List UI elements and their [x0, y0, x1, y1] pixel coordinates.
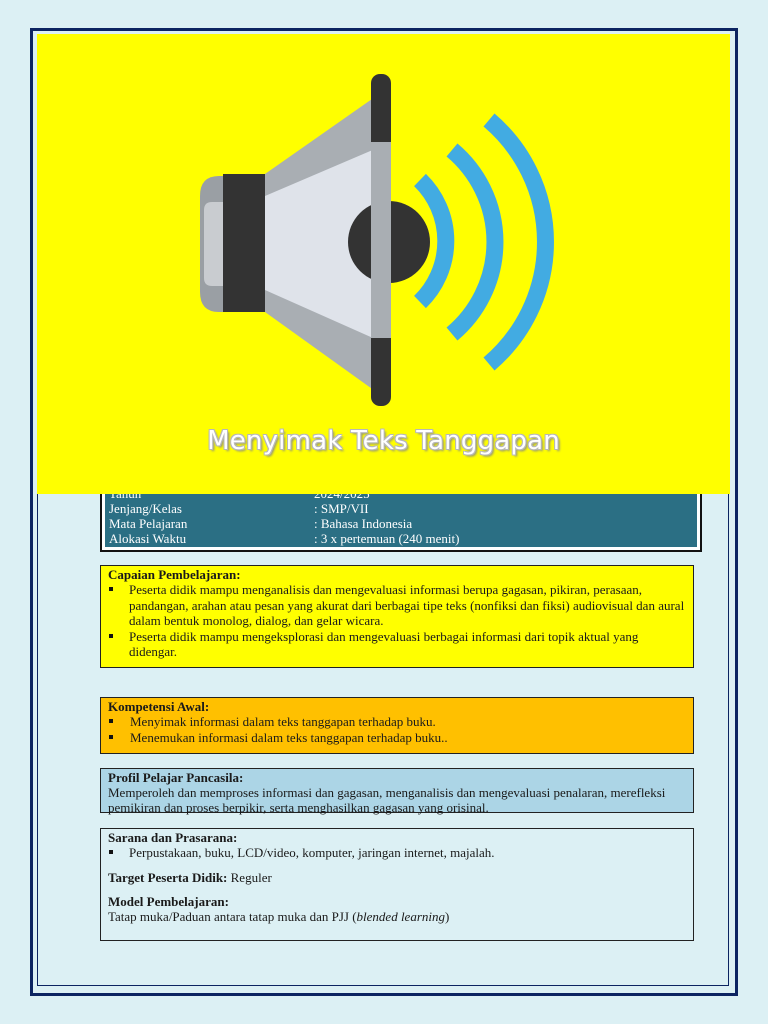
capaian-pembelajaran-box: [100, 565, 694, 668]
kompetensi-awal-box: [100, 697, 694, 754]
sarana-heading: Sarana dan Prasarana:: [108, 830, 238, 845]
identity-key: Mata Pelajaran: [109, 516, 188, 531]
capaian-heading: Capaian Pembelajaran:: [108, 567, 241, 582]
list-item: Menyimak informasi dalam teks tanggapan terhadap buku.: [108, 714, 686, 730]
list-item: Menemukan informasi dalam teks tanggapan terhadap buku..: [108, 730, 686, 746]
cover-title: Menyimak Teks Tanggapan: [207, 426, 560, 456]
sarana-box: [100, 828, 694, 941]
sarana-list: [108, 845, 686, 861]
list-item: Peserta didik mampu menganalisis dan mengevaluasi informasi berupa gagasan, pikiran, perasaan, pandangan, arahan atau pesan yang akurat dari berbagai tipe teks (nonfiksi dan fiksi) audiovisual dan aural dalam bentuk monolog, dialog, dan gelar wicara.: [108, 582, 686, 629]
target-line: [108, 870, 686, 885]
identity-value: : Bahasa Indonesia: [314, 516, 413, 531]
list-item: Peserta didik mampu mengeksplorasi dan mengevaluasi berbagai informasi dari topik aktual yang didengar.: [108, 629, 686, 660]
capaian-list: [108, 582, 686, 660]
speaker-volume-icon: [37, 34, 730, 494]
model-text-prefix: Tatap muka/Paduan antara tatap muka dan PJJ (: [108, 908, 357, 924]
profil-pelajar-box: [100, 768, 694, 813]
model-text-italic: blended learning: [356, 908, 446, 924]
target-value: Reguler: [227, 869, 272, 885]
model-text-suffix: ): [445, 908, 450, 924]
identity-value: : SMP/VII: [314, 501, 369, 516]
model-text: [108, 909, 686, 924]
identity-key: Alokasi Waktu: [109, 531, 187, 546]
list-item: Perpustakaan, buku, LCD/video, komputer, jaringan internet, majalah.: [108, 845, 686, 861]
target-label: Target Peserta Didik:: [108, 869, 228, 885]
profil-text: Memperoleh dan memproses informasi dan gagasan, menganalisis dan mengevaluasi penalaran, merefleksi pemikiran dan proses berpikir, serta menghasilkan gagasan yang orisinal.: [108, 785, 666, 815]
identity-value: : 3 x pertemuan (240 menit): [314, 531, 460, 546]
model-heading: Model Pembelajaran:: [108, 893, 229, 909]
profil-heading: Profil Pelajar Pancasila:: [108, 770, 244, 785]
cover-banner: [37, 34, 730, 494]
kompetensi-list: [108, 714, 686, 745]
identity-key: Jenjang/Kelas: [109, 501, 182, 516]
kompetensi-heading: Kompetensi Awal:: [108, 699, 210, 714]
